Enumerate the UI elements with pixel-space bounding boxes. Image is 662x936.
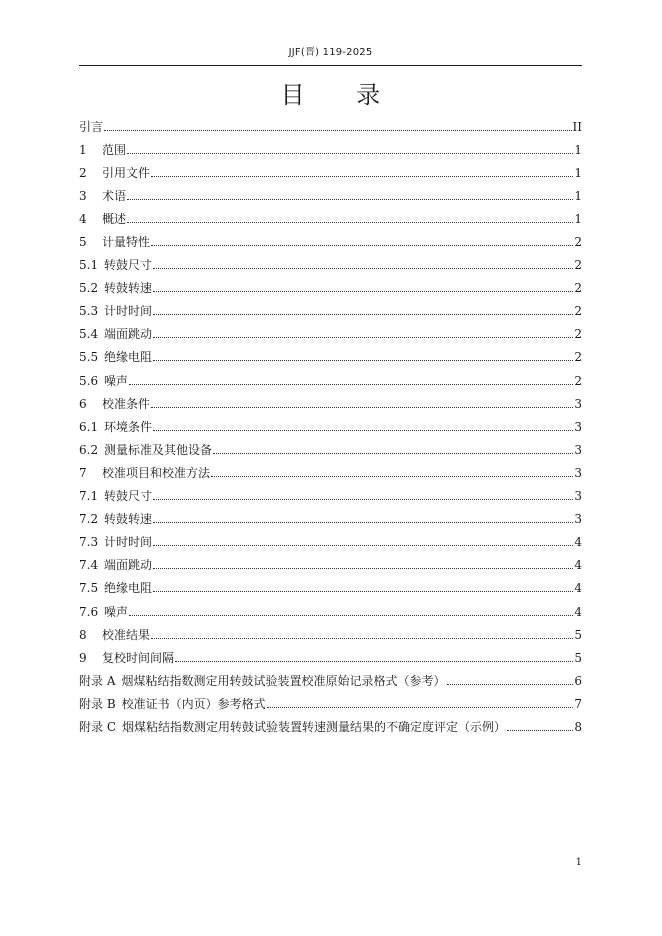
toc-entry-number: 附录 C [79,719,116,734]
toc-entry-title: 转鼓尺寸 [104,489,153,504]
toc-entry-title: 绝缘电阻 [104,350,153,365]
toc-entry-title: 计量特性 [102,235,151,250]
toc-entry-number: 5.5 [79,350,99,365]
toc-entry-title: 环境条件 [104,419,153,434]
toc-entry[interactable] [79,254,582,277]
toc-leader-dots [447,674,574,688]
toc-entry-page: 5 [574,627,582,642]
table-of-contents [79,115,582,739]
toc-leader-dots [153,512,573,526]
toc-entry-page: 6 [574,673,582,688]
toc-entry-page: 8 [574,719,582,734]
toc-entry-number: 3 [79,188,87,203]
toc-entry[interactable] [79,115,582,138]
toc-entry-number: 6.1 [79,419,99,434]
toc-entry-title: 概述 [102,211,127,226]
toc-entry-page: 4 [574,558,582,573]
toc-leader-dots [129,374,573,388]
toc-entry[interactable] [79,600,582,623]
toc-entry-title: 噪声 [104,373,129,388]
toc-entry-title: 噪声 [104,604,129,619]
toc-entry-page: 7 [574,696,582,711]
toc-leader-dots [129,605,573,619]
toc-entry-page: 2 [574,304,582,319]
toc-entry[interactable] [79,184,582,207]
toc-entry[interactable] [79,508,582,531]
toc-entry-page: 1 [574,211,582,226]
header-divider [79,65,582,66]
toc-entry-page: 5 [574,650,582,665]
toc-leader-dots [267,697,574,711]
toc-entry-page: 4 [574,581,582,596]
toc-entry-number: 5 [79,235,87,250]
toc-entry-number: 7.1 [79,489,99,504]
toc-entry-number: 附录 B [79,696,116,711]
toc-entry-page: 1 [574,188,582,203]
toc-entry-number: 6 [79,396,87,411]
toc-entry-title: 校准项目和校准方法 [102,465,211,480]
toc-leader-dots [151,397,573,411]
toc-entry[interactable] [79,415,582,438]
toc-leader-dots [127,189,573,203]
toc-leader-dots [153,535,573,549]
toc-entry[interactable] [79,300,582,323]
toc-entry-title: 校准条件 [102,396,151,411]
toc-entry-page: 2 [574,373,582,388]
toc-leader-dots [153,489,573,503]
toc-entry-title: 端面跳动 [104,558,153,573]
toc-entry-page: 2 [574,235,582,250]
toc-entry-page: 3 [574,419,582,434]
toc-entry-page: 3 [574,442,582,457]
toc-entry[interactable] [79,138,582,161]
toc-leader-dots [151,166,573,180]
toc-entry-page: 2 [574,281,582,296]
toc-entry-page: 3 [574,512,582,527]
toc-entry-number: 6.2 [79,442,99,457]
toc-leader-dots [153,350,573,364]
toc-entry-number: 5.1 [79,258,99,273]
toc-entry-number: 9 [79,650,87,665]
toc-entry[interactable] [79,346,582,369]
toc-entry-title: 引用文件 [102,165,151,180]
toc-entry-title: 计时时间 [104,304,153,319]
toc-entry-title: 烟煤粘结指数测定用转鼓试验装置校准原始记录格式（参考） [121,673,446,688]
toc-entry-page: 2 [574,258,582,273]
toc-entry[interactable] [79,392,582,415]
toc-entry-title: 烟煤粘结指数测定用转鼓试验装置转速测量结果的不确定度评定（示例） [122,719,507,734]
toc-entry[interactable] [79,369,582,392]
toc-entry-title: 转鼓转速 [104,512,153,527]
toc-entry-title: 绝缘电阻 [104,581,153,596]
toc-leader-dots [151,235,573,249]
toc-entry-page: 4 [574,535,582,550]
toc-entry-number: 2 [79,165,87,180]
toc-leader-dots [153,304,573,318]
toc-entry-number: 5.4 [79,327,99,342]
toc-leader-dots [153,420,573,434]
toc-leader-dots [175,651,573,665]
toc-entry[interactable] [79,461,582,484]
toc-entry-number: 5.3 [79,304,99,319]
toc-entry[interactable] [79,230,582,253]
toc-entry-title: 校准证书（内页）参考格式 [121,696,266,711]
toc-entry-page: 3 [574,465,582,480]
toc-leader-dots [127,212,573,226]
toc-entry-page: 1 [574,142,582,157]
toc-entry-number: 4 [79,211,87,226]
toc-leader-dots [151,628,573,642]
toc-entry[interactable] [79,531,582,554]
toc-leader-dots [211,466,573,480]
toc-entry-number: 1 [79,142,87,157]
toc-entry-number: 7.4 [79,558,99,573]
toc-entry-page: II [572,119,582,134]
toc-leader-dots [153,558,573,572]
toc-entry-title: 转鼓转速 [104,281,153,296]
toc-entry-title: 测量标准及其他设备 [104,442,213,457]
toc-entry-number: 7 [79,465,87,480]
toc-entry-number: 7.3 [79,535,99,550]
toc-entry[interactable] [79,577,582,600]
toc-entry-page: 1 [574,165,582,180]
document-header-code: JJF(晋) 119-2025 [288,47,373,58]
toc-entry-number: 7.6 [79,604,99,619]
toc-entry[interactable] [79,646,582,669]
toc-entry[interactable] [79,161,582,184]
toc-entry-number: 5.6 [79,373,99,388]
toc-entry-title: 复校时间间隔 [102,650,175,665]
toc-entry-title: 引言 [79,119,104,134]
toc-leader-dots [213,443,573,457]
toc-entry-number: 5.2 [79,281,99,296]
toc-entry-page: 2 [574,350,582,365]
toc-leader-dots [507,720,573,734]
toc-entry[interactable] [79,277,582,300]
toc-leader-dots [153,258,573,272]
toc-leader-dots [153,581,573,595]
toc-entry[interactable] [79,207,582,230]
toc-entry-title: 端面跳动 [104,327,153,342]
toc-entry[interactable] [79,438,582,461]
toc-entry-title: 校准结果 [102,627,151,642]
toc-entry-number: 8 [79,627,87,642]
toc-entry[interactable] [79,692,582,715]
toc-entry-page: 2 [574,327,582,342]
toc-entry-number: 7.2 [79,512,99,527]
toc-entry-title: 术语 [102,188,127,203]
toc-entry[interactable] [79,715,582,738]
toc-entry-title: 范围 [102,142,127,157]
footer-page-number: 1 [575,857,582,868]
toc-entry-title: 计时时间 [104,535,153,550]
toc-entry[interactable] [79,323,582,346]
toc-entry-page: 4 [574,604,582,619]
toc-leader-dots [104,120,572,134]
toc-entry-page: 3 [574,489,582,504]
toc-leader-dots [127,143,573,157]
toc-entry[interactable] [79,623,582,646]
toc-entry[interactable] [79,669,582,692]
toc-entry-number: 附录 A [79,673,116,688]
page-title: 目 录 [280,81,403,109]
toc-entry[interactable] [79,554,582,577]
toc-entry-title: 转鼓尺寸 [104,258,153,273]
toc-entry-number: 7.5 [79,581,99,596]
toc-entry-page: 3 [574,396,582,411]
toc-entry[interactable] [79,485,582,508]
toc-leader-dots [153,281,573,295]
toc-leader-dots [153,327,573,341]
